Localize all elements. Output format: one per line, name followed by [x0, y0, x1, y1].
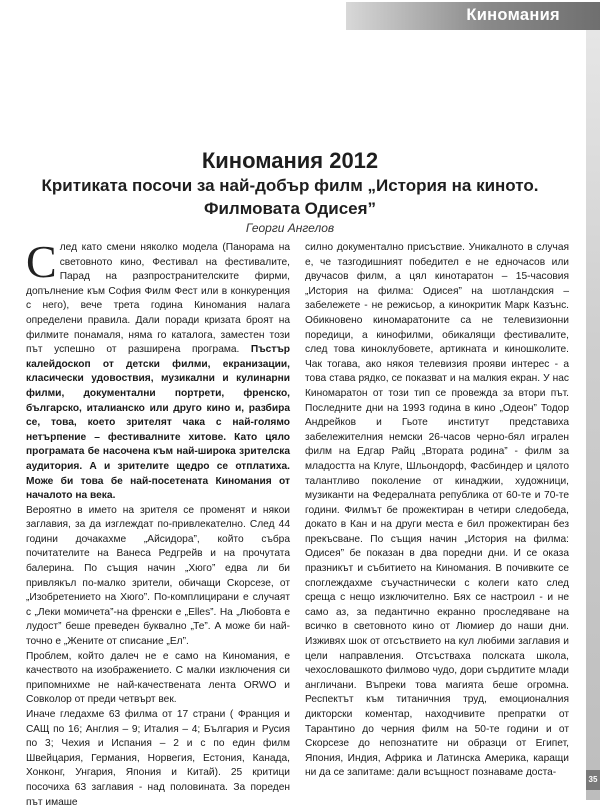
section-title: Киномания	[466, 6, 560, 24]
right-column	[305, 241, 569, 781]
article-author: Георги Ангелов	[245, 221, 335, 235]
page-number: 35	[586, 770, 600, 790]
paragraph	[26, 236, 290, 504]
article-subtitle: Критиката посочи за най-добър филм „История на киното. Филмовата Одисея”	[41, 176, 539, 218]
left-column	[26, 236, 290, 810]
article-title: Киномания 2012	[201, 148, 379, 173]
paragraph: Проблем, който далеч не е само на Киномания, е качеството на изображението. С малки изключения си припомнихме не най-качествената лента ORWO и Совколор от преди четвърт век.	[26, 650, 290, 706]
paragraph: Иначе гледахме 63 филма от 17 страни ( Франция и САЩ по 16; Англия – 9; Италия – 4; България и Русия по 3; Чехия и Испания – 2 и с по един филм Швейцария, Германия, Норвегия, Естония, Канада, Хонконг, Унгария, Япония и Китай). 25 критици посочиха 63 заглавия - над половината. За пореден път имаше	[26, 709, 290, 808]
drop-cap: С	[26, 236, 57, 287]
paragraph-bold-text: Пъстър калейдоскоп от детски филми, екранизации, класически удовоствия, музикални и кулинарни филми, документални портрети, френско, българско, италианско или друго кино и, разбира се, това, което зрителят чака с най-голямо нетърпение – фестивалните хитове. Като цяло програмата бе насочена към най-широка зрителска аудитория. А и зрителите щедро се отплатиха. Може би това бе най-посетената Киномания от началото на века.	[26, 344, 290, 502]
paragraph: силно документално присъствие. Уникалното в случая е, че тазгодишният победител е не едночасов или двучасов филм, а цял кинотаратон – 15-часовия „История на филма: Одисея” на шотландския – забележете - не режисьор, а кинокритик Марк Казънс. Обикновено киномаратоните са не телевизионни поредици, а кинофилми, обикалящи фестивалите, след това киноклубовете, артикната и киношколите. Чак тогава, ако някоя телевизия прояви интерес - а това става рядко, се показват и на малкия екран. У нас Киномаратон от този тип се провежда за втори път. Последните дни на 1993 година в кино „Одеон” Тодор Андрейков и Гьоте институт представиха забележителния немски 26-часов черно-бял игрален филм на Едгар Райц „Втората родина” - филм за младостта на Клуге, Шльондорф, Фасбиндер и цялото талантливо поколение от кинаджии, художници, музиканти на Федералната република от 60-те и 70-те години. Филмът бе прожектиран в четири следобеда, докато в Кан и на други места е бил прожектиран без прекъсване. По същия начин „История на филма: Одисея” бе показан в два поредни дни. И се оказа празникът и събитието на Киномания. В почивките се споглеждахме съучастнически с колеги като след среща с нещо изключително. Бях се настроил - и не само аз, за педантично екранно проследяване на всичко в световното кино от Люмиер до наши дни. Изживях шок от отсъствието на кул любими заглавия и цели направления. Отсъстваха полската школа, чехословашкото филмово чудо, дори сърдитите млади англичани. Въпреки това магията беше огромна. Респектът към титаничния труд, емоционалния дикторски коментар, находчивите препратки от Тарантино до черния филм на 50-те години и от Скорсезе до непознатите ни образци от Египет, Япония, Индия, Африка и Латинска Америка, каращи ни да се запитаме: дали всъщност познаваме доста-	[305, 242, 569, 779]
paragraph: Вероятно в името на зрителя се променят и някои заглавия, за да изглеждат по-привлекателно. След 44 години дочакахме „Айсидора”, който събра почитателите на Ванеса Редгрейв и на прочутата балерина. По същия начин „Хюго” едва ли би привлякъл по-малко зрители, обичащи Скорсезе, от „Изобретението на Хюго”. По-комплицирани е случаят с „Леки момичета”-на френски е „Elles”. На „Любовта е лудост” беше преведен буквално „Те”. А може би най-точно е „Жените от списание „Ел”.	[26, 504, 290, 648]
paragraph-text: лед като смени няколко модела (Панорама на световното кино, Фестивал на фестивалите, Парад на разпространителските фирми, допълнение към София Филм Фест или в конкуренция с него), вече трета година Киномания налага определени правила. Дали поради кризата броят на филмите понамаля, няма го каталога, заместен този път успешно от разширена програма.	[26, 242, 290, 356]
side-decoration-strip	[586, 30, 600, 800]
section-header-bar	[346, 2, 600, 30]
